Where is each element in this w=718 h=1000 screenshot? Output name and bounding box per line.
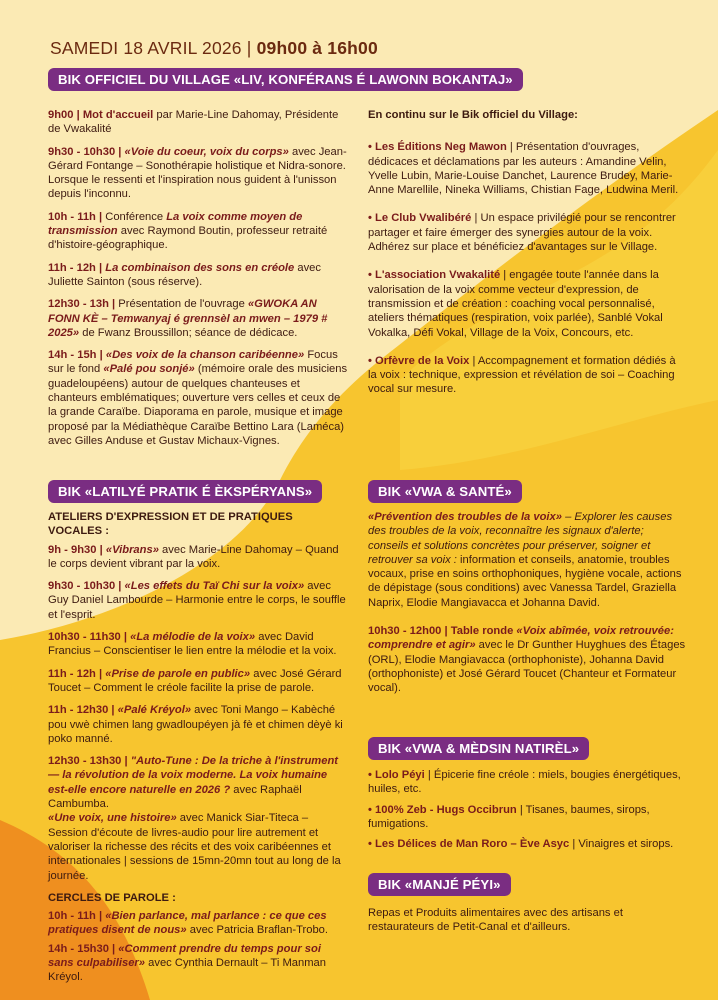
schedule-item: 9h30 - 10h30 | «Voie du coeur, voix du corps» avec Jean-Gérard Fontange – Sonothérapie holistique et Nidra-sonore. Lorsque le ressenti et l'inspiration nous guident à l'unisson depuis l'inconnu.: [48, 145, 347, 201]
workshop-item: 9h30 - 10h30 | «Les effets du Taï Chi sur la voix» avec Guy Daniel Lambourde – Harmonie entre le corps, le souffle et l'esprit.: [48, 580, 346, 621]
cercles-heading: CERCLES DE PAROLE :: [48, 891, 176, 904]
event-date-header: [50, 38, 378, 59]
schedule-item: 10h - 11h | Conférence La voix comme moyen de transmission avec Raymond Boutin, professeur retraité d'histoire-géographique.: [48, 210, 328, 252]
manje-text: Repas et Produits alimentaires avec des artisans et restaurateurs de Petit-Canal et d'ailleurs.: [368, 907, 623, 934]
schedule-item: 12h30 - 13h | Présentation de l'ouvrage «GWOKA AN FONN KÈ – Temwanyaj é grennsèl an mwen – 1979 # 2025» de Fwanz Broussillon; séance de dédicace.: [48, 298, 328, 339]
workshop-item: 11h - 12h | «Prise de parole en public» avec José Gérard Toucet – Comment le créole facilite la prise de parole.: [48, 667, 342, 694]
workshops-column: [48, 510, 348, 993]
cercle-item: 14h - 15h30 | «Comment prendre du temps pour soi sans culpabiliser» avec Cynthia Dernault – Ti Manman Kréyol.: [48, 942, 326, 984]
schedule-item: 9h00 | Mot d'accueil par Marie-Line Dahomay, Présidente de Vwakalité: [48, 109, 339, 136]
workshop-item: 10h30 - 11h30 | «La mélodie de la voix» avec David Francius – Conscientiser le lien entre la mélodie et la voix.: [48, 631, 337, 658]
exhibitor-item: • Orfèvre de la Voix | Accompagnement et formation dédiés à la voix : technique, expression et révélation de soi – Coaching vocal sur mesure.: [368, 354, 676, 396]
banner-bik-manje: BIK «MANJÉ PÉYI»: [368, 873, 511, 896]
schedule-left-top: [48, 108, 348, 456]
exhibitor-item: • Le Club Vwalibéré | Un espace privilégié pour se rencontrer partager et faire émerger des synergies autour de la voix. Adhérez sur place et bénéficiez d'avantages sur le Village.: [368, 212, 676, 254]
banner-bik-medsin: BIK «VWA & MÈDSIN NATIRÈL»: [368, 737, 589, 760]
vendor-item: • 100% Zeb - Hugs Occibrun | Tisanes, baumes, sirops, fumigations.: [368, 803, 650, 830]
continuous-intro: En continu sur le Bik officiel du Village:: [368, 109, 578, 121]
schedule-item: 11h - 12h | La combinaison des sons en créole avec Juliette Sainton (sous réserve).: [48, 261, 321, 288]
exhibitor-item: • L'association Vwakalité | engagée toute l'année dans la valorisation de la voix comme vecteur d'expression, de transmission et de création : coaching vocal personnalisé, ateliers thématiques (respiration, voix parlée), Sanblé Vokal Vokalka, Défi Vokal, Village de la Voix, Concours, etc.: [368, 269, 663, 339]
schedule-item: 14h - 15h | «Des voix de la chanson caribéenne» Focus sur le fond «Palé pou sonjé» (mémoire orale des musiciens guadeloupéens) autour de quelques chanteuses et chanteurs emblématiques; ouverture vers celles et ceux de la grande Caraïbe. Diaporama en parole, musique et image proposé par la Médiathèque Caraïbe Bettino Lara (Laméca) avec Gilles Anduse et Gustav Michaux-Vignes.: [48, 349, 348, 447]
vendor-item: • Les Délices de Man Roro – Ève Asyc | Vinaigres et sirops.: [368, 838, 674, 851]
workshop-item: 9h - 9h30 | «Vibrans» avec Marie-Line Dahomay – Quand le corps devient vibrant par la voix.: [48, 543, 339, 570]
event-date: SAMEDI 18 AVRIL 2026 |: [50, 38, 252, 58]
event-time: 09h00 à 16h00: [256, 38, 378, 58]
table-ronde-item: 10h30 - 12h00 | Table ronde «Voix abîmée, voix retrouvée: comprendre et agir» avec le Dr Gunther Huyghues des Étages (ORL), Elodie Mangiavacca (orthophoniste), Johanna David (orthophoniste) et José Gérard Toucet (Chanteur et Formateur vocal).: [368, 625, 686, 695]
banner-bik-officiel: BIK OFFICIEL DU VILLAGE «LIV, KONFÉRANS É LAWONN BOKANTAJ»: [48, 68, 523, 91]
continuous-program: [368, 108, 686, 405]
ateliers-heading: ATELIERS D'EXPRESSION ET DE PRATIQUES VOCALES :: [48, 511, 293, 538]
banner-bik-sante: BIK «VWA & SANTÉ»: [368, 480, 522, 503]
prevention-item: «Prévention des troubles de la voix» – Explorer les causes des troubles de la voix, reconnaître les signaux d'alerte; conseils et solutions concrètes pour préserver, soigner et retrouver sa voix : information et conseils, anatomie, troubles vocaux, prise en soins orthophoniques, hygiène vocale, actions de dépistage (sous conditions) avec Vanessa Tardel, Graziella Naprix, Elodie Mangiavacca et Johanna David.: [368, 511, 682, 609]
exhibitor-item: • Les Éditions Neg Mawon | Présentation d'ouvrages, dédicaces et déclamations par les auteurs : Amandine Velin, Yvelle Lubin, Marie-Louise Danchet, Laurence Brudey, Marie-Anne Marellile, Nineka Williams, Chistian Fage, Ludwina Meril.: [368, 141, 679, 197]
medsin-column: [368, 768, 686, 859]
sante-column: [368, 510, 686, 704]
vendor-item: • Lolo Péyi | Épicerie fine créole : miels, bougies énergétiques, huiles, etc.: [368, 769, 681, 796]
workshop-item: 12h30 - 13h30 | "Auto-Tune : De la triche à l'instrument — la révolution de la voix moderne. La voix humaine est-elle encore naturelle en 2026 ? avec Raphaël Cambumba. «Une voix, une histoire» avec Manick Siar-Titeca – Session d'écoute de livres-audio pour lire autrement et valoriser la richesse des récits et des voix caribéennes et internationales | sessions de 15mn-20mn tout au long de la journée.: [48, 755, 341, 882]
banner-bik-latilye: BIK «LATILYÉ PRATIK É ÈKSPÉRYANS»: [48, 480, 322, 503]
cercle-item: 10h - 11h | «Bien parlance, mal parlance : ce que ces pratiques disent de nous» avec Patricia Braflan-Trobo.: [48, 910, 328, 937]
workshop-item: 11h - 12h30 | «Palé Kréyol» avec Toni Mango – Kabèché pou vwè chimen lang gwadloupéyen jà fè et chimen dèyè ki poko manné.: [48, 704, 343, 745]
